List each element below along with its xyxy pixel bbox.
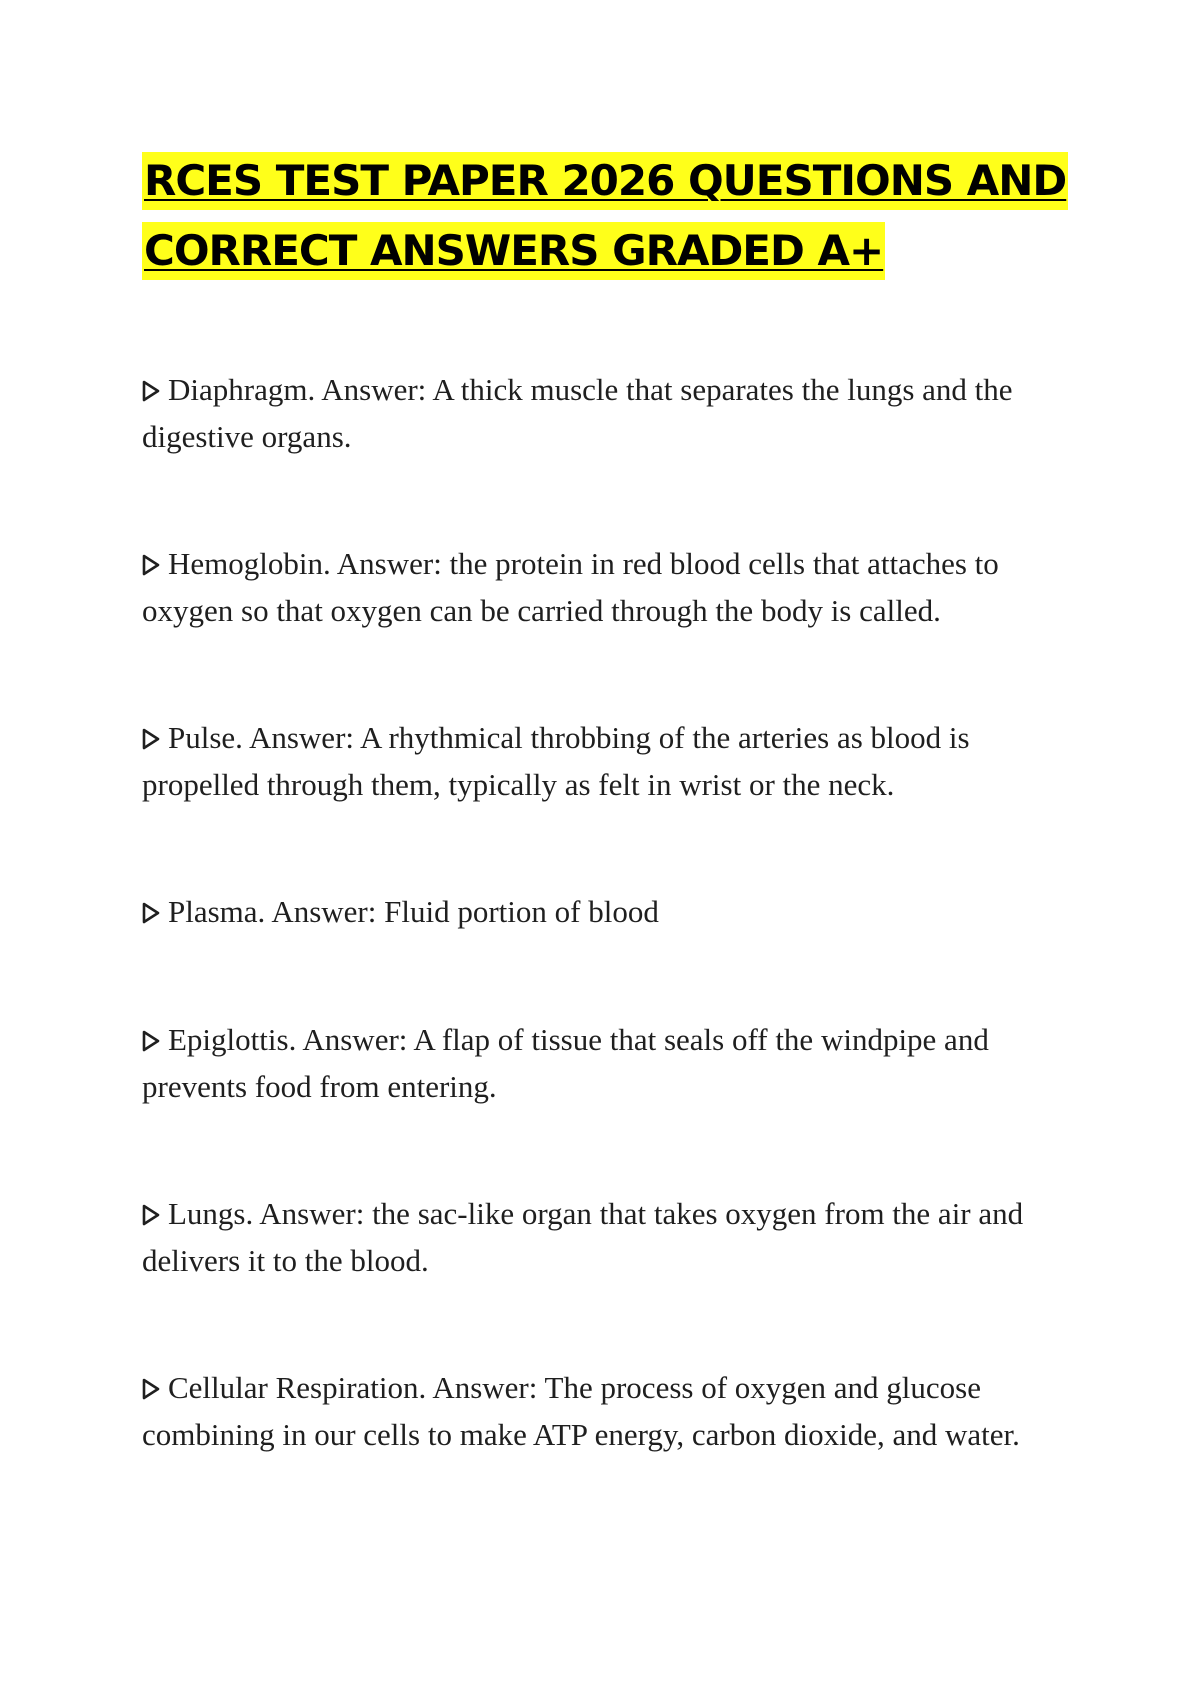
arrow-right-outline-icon [142,728,160,750]
arrow-right-outline-icon [142,554,160,576]
arrow-right-outline-icon [142,1378,160,1400]
title-line-1: RCES TEST PAPER 2026 QUESTIONS AND [142,152,1068,210]
qa-text: Cellular Respiration. Answer: The process of oxygen and glucose combining in our cells to make ATP energy, carbon dioxide, and water. [142,1370,1020,1452]
qa-item-plasma [142,888,1082,1016]
qa-text: Hemoglobin. Answer: the protein in red blood cells that attaches to oxygen so that oxygen can be carried through the body is called. [142,546,999,628]
qa-text: Pulse. Answer: A rhythmical throbbing of the arteries as blood is propelled through them, typically as felt in wrist or the neck. [142,720,970,802]
qa-text: Lungs. Answer: the sac-like organ that takes oxygen from the air and delivers it to the blood. [142,1196,1024,1278]
arrow-right-outline-icon [142,902,160,924]
qa-text: Epiglottis. Answer: A flap of tissue that seals off the windpipe and prevents food from entering. [142,1022,989,1104]
qa-list [142,366,1082,1538]
arrow-right-outline-icon [142,1204,160,1226]
qa-item-cellular-respiration [142,1364,1082,1538]
title-line-2: CORRECT ANSWERS GRADED A+ [142,222,885,280]
arrow-right-outline-icon [142,380,160,402]
qa-item-epiglottis [142,1016,1082,1190]
arrow-right-outline-icon [142,1030,160,1052]
qa-item-lungs [142,1190,1082,1364]
qa-text: Diaphragm. Answer: A thick muscle that separates the lungs and the digestive organs. [142,372,1013,454]
qa-item-diaphragm [142,366,1082,540]
qa-text: Plasma. Answer: Fluid portion of blood [168,894,659,929]
document-title [142,152,1082,292]
qa-item-hemoglobin [142,540,1082,714]
qa-item-pulse [142,714,1082,888]
